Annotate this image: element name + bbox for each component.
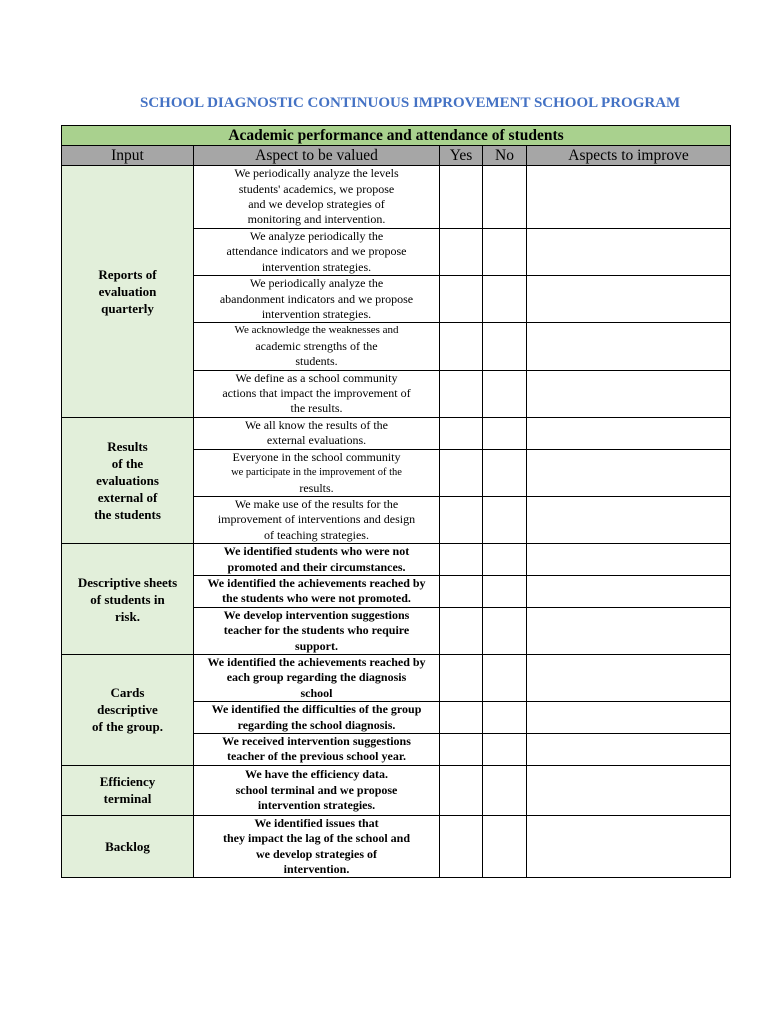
aspect-cell [194,229,440,276]
aspect-line: results. [299,480,334,495]
improve-cell[interactable] [527,370,731,417]
aspect-line: intervention strategies. [261,307,372,322]
table-row [62,765,731,815]
aspect-line: intervention strategies. [261,259,372,274]
table-row [62,417,731,449]
no-cell[interactable] [483,607,527,654]
document-title: SCHOOL DIAGNOSTIC CONTINUOUS IMPROVEMENT SCHOOL PROGRAM [140,95,681,111]
yes-cell[interactable] [440,607,483,654]
yes-cell[interactable] [440,229,483,276]
improve-cell[interactable] [527,449,731,496]
section-title-row [62,126,731,146]
aspect-line: external evaluations. [266,433,367,448]
input-line: descriptive [97,702,158,718]
aspect-line: We identified students who were not [223,544,410,559]
aspect-cell [194,370,440,417]
yes-cell[interactable] [440,544,483,576]
no-cell[interactable] [483,702,527,734]
aspect-cell [194,734,440,766]
improve-cell[interactable] [527,276,731,323]
aspect-cell [194,654,440,701]
input-cell [62,417,194,543]
aspect-line: We identified the achievements reached by [207,654,426,669]
improve-cell[interactable] [527,544,731,576]
aspect-line: monitoring and intervention. [247,212,386,227]
aspect-line: and we develop strategies of [248,197,385,211]
header-row [62,146,731,166]
yes-cell[interactable] [440,370,483,417]
aspect-line: intervention. [283,862,350,877]
no-cell[interactable] [483,575,527,607]
aspect-line: We received intervention suggestions [222,734,411,748]
aspect-line: We periodically analyze the levels [234,166,399,181]
no-cell[interactable] [483,765,527,815]
aspect-line: We periodically analyze the [249,276,384,291]
aspect-line: intervention strategies. [257,798,376,813]
input-line: Results [107,439,148,454]
improve-cell[interactable] [527,323,731,370]
aspect-cell [194,323,440,370]
no-cell[interactable] [483,654,527,701]
no-cell[interactable] [483,370,527,417]
aspect-line: they impact the lag of the school and [223,831,410,846]
input-line: Backlog [105,839,150,855]
aspect-line: school [300,685,333,700]
table-row [62,654,731,701]
aspect-cell [194,417,440,449]
no-cell[interactable] [483,323,527,370]
input-cell [62,765,194,815]
input-cell [62,166,194,418]
improve-cell[interactable] [527,166,731,229]
input-line: risk. [115,608,140,624]
aspect-line: we develop strategies of [256,846,377,861]
input-cell [62,544,194,655]
input-line: Descriptive sheets [77,574,178,590]
table-row [62,544,731,576]
aspect-line: We all know the results of the [245,417,388,432]
improve-cell[interactable] [527,607,731,654]
aspect-cell [194,166,440,229]
header-yes: Yes [440,146,483,166]
evaluation-table [61,125,731,878]
aspect-line: regarding the school diagnosis. [237,717,396,732]
aspect-cell [194,544,440,576]
aspect-line: actions that impact the improvement of [222,386,411,401]
aspect-line: abandonment indicators and we propose [219,291,414,306]
header-no: No [483,146,527,166]
aspect-line: We acknowledge the weaknesses and [234,324,399,337]
input-line: of the [111,456,144,471]
aspect-line: promoted and their circumstances. [227,559,406,574]
yes-cell[interactable] [440,702,483,734]
no-cell[interactable] [483,449,527,496]
header-input: Input [62,146,194,166]
input-line: evaluation [98,283,157,299]
aspect-line: We develop intervention suggestions [223,607,410,622]
improve-cell[interactable] [527,417,731,449]
aspect-line: students. [295,354,338,369]
aspect-line: We identified the achievements reached by [207,575,426,590]
input-line: evaluations [96,473,159,488]
aspect-cell [194,496,440,543]
aspect-line: We define as a school community [235,370,398,385]
improve-cell[interactable] [527,229,731,276]
aspect-line: attendance indicators and we propose [226,244,407,259]
no-cell[interactable] [483,496,527,543]
aspect-cell [194,765,440,815]
no-cell[interactable] [483,417,527,449]
yes-cell[interactable] [440,815,483,878]
improve-cell[interactable] [527,702,731,734]
input-line: terminal [103,791,152,807]
aspect-line: improvement of interventions and design [217,512,416,527]
input-line: Efficiency [99,774,156,790]
yes-cell[interactable] [440,417,483,449]
aspect-line: the students who were not promoted. [222,591,411,606]
improve-cell[interactable] [527,575,731,607]
aspect-line: we participate in the improvement of the [231,467,402,479]
yes-cell[interactable] [440,166,483,229]
section-title: Academic performance and attendance of students [62,126,731,146]
input-cell [62,654,194,765]
table-row [62,815,731,878]
header-improve: Aspects to improve [527,146,731,166]
aspect-line: of teaching strategies. [264,527,369,542]
input-line: the students [94,507,161,522]
aspect-line: teacher of the previous school year. [226,749,407,764]
aspect-line: Everyone in the school community [232,449,401,464]
input-line: of the group. [92,719,163,735]
input-line: of students in [90,591,165,607]
input-line: external of [97,490,158,505]
yes-cell[interactable] [440,654,483,701]
aspect-line: We identified issues that [254,815,379,830]
aspect-line: the results. [290,401,343,416]
yes-cell[interactable] [440,323,483,370]
aspect-line: academic strengths of the [255,338,378,353]
table-row [62,166,731,229]
improve-cell[interactable] [527,734,731,766]
no-cell[interactable] [483,276,527,323]
no-cell[interactable] [483,229,527,276]
yes-cell[interactable] [440,734,483,766]
input-line: Cards [110,685,145,701]
yes-cell[interactable] [440,449,483,496]
no-cell[interactable] [483,166,527,229]
aspect-cell [194,449,440,496]
yes-cell[interactable] [440,276,483,323]
no-cell[interactable] [483,544,527,576]
aspect-cell [194,702,440,734]
improve-cell[interactable] [527,815,731,878]
aspect-cell [194,607,440,654]
aspect-line: We identified the difficulties of the group [211,702,422,717]
improve-cell[interactable] [527,765,731,815]
aspect-line: students' academics, we propose [238,181,395,196]
aspect-line: support. [294,638,338,653]
aspect-cell [194,815,440,878]
improve-cell[interactable] [527,654,731,701]
input-line: Reports of [98,266,157,282]
aspect-line: teacher for the students who require [223,623,410,638]
header-aspect: Aspect to be valued [194,146,440,166]
no-cell[interactable] [483,815,527,878]
input-line: quarterly [101,300,154,316]
aspect-line: each group regarding the diagnosis [226,670,407,685]
improve-cell[interactable] [527,496,731,543]
aspect-line: school terminal and we propose [235,782,398,797]
aspect-cell [194,575,440,607]
input-cell [62,815,194,878]
yes-cell[interactable] [440,496,483,543]
yes-cell[interactable] [440,575,483,607]
aspect-line: We analyze periodically the [249,229,384,243]
aspect-line: We have the efficiency data. [245,767,388,782]
yes-cell[interactable] [440,765,483,815]
aspect-cell [194,276,440,323]
no-cell[interactable] [483,734,527,766]
aspect-line: We make use of the results for the [234,496,399,511]
